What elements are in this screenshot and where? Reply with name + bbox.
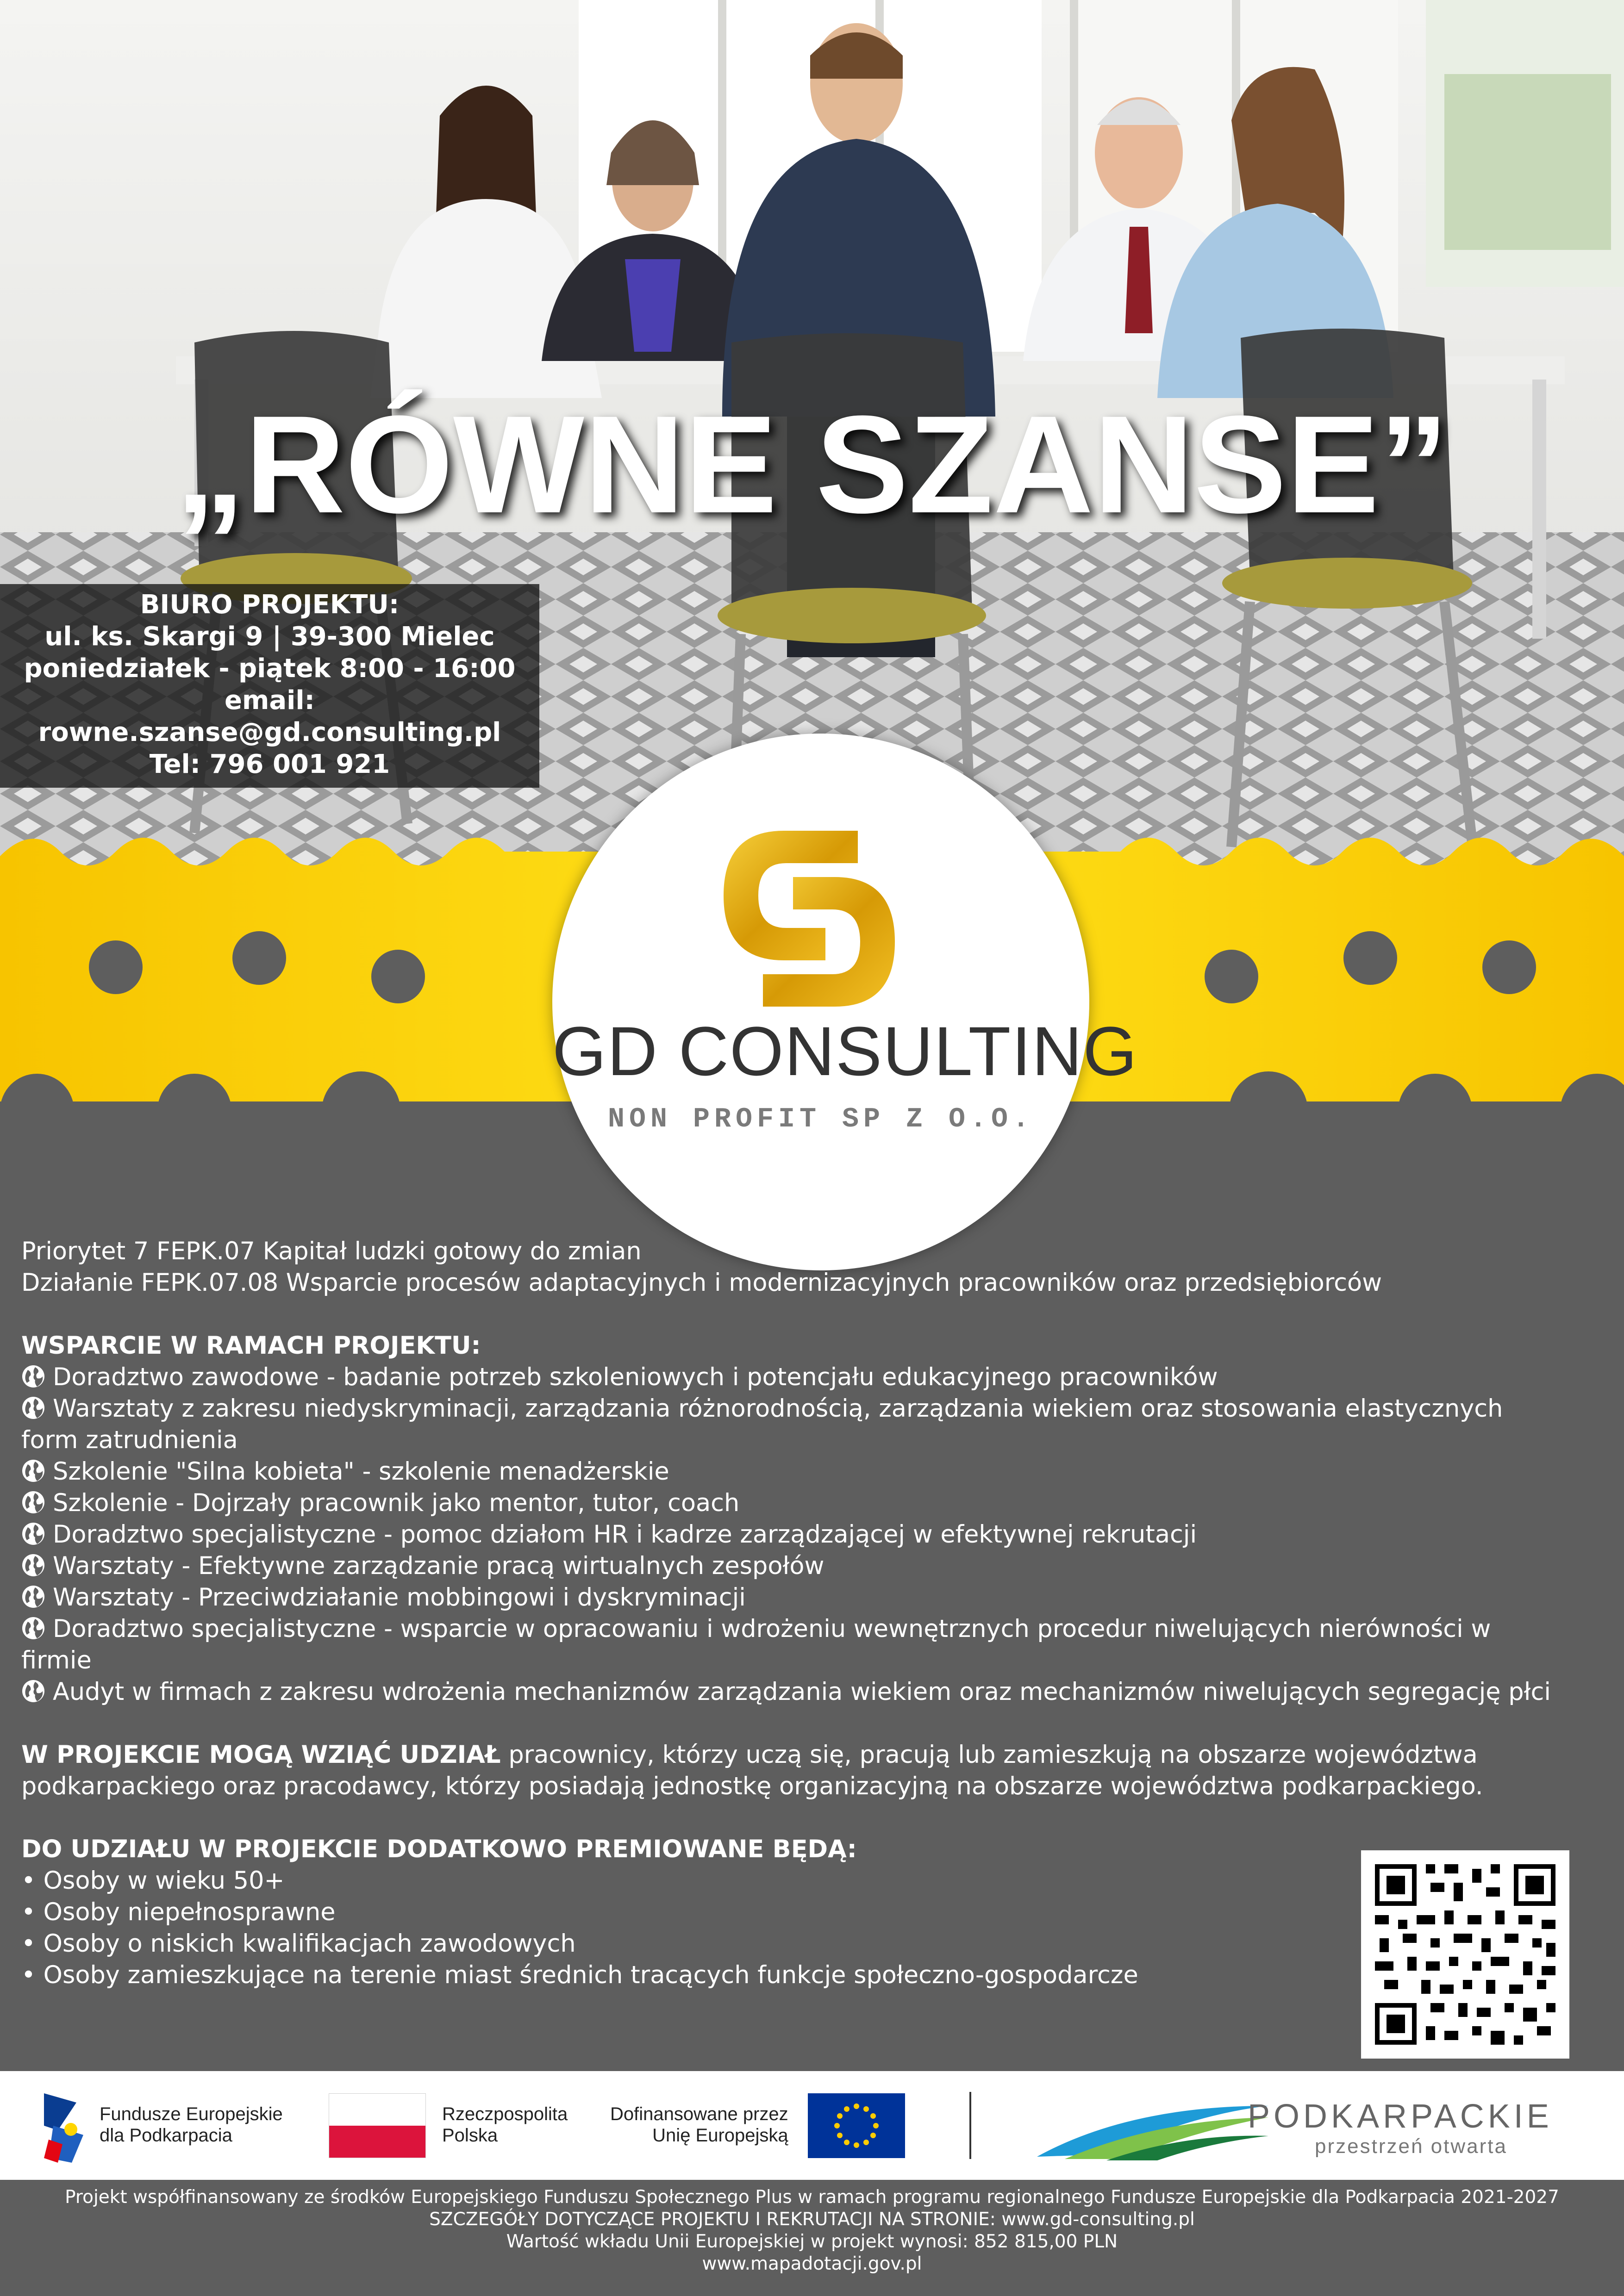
footer bbox=[0, 2181, 1624, 2296]
office-email: rowne.szanse@gd.consulting.pl bbox=[38, 717, 501, 747]
support-item bbox=[21, 1362, 1563, 1393]
eu-cofinanced-label bbox=[610, 2103, 788, 2146]
support-item bbox=[21, 1550, 1563, 1582]
support-item bbox=[21, 1676, 1563, 1708]
globe-icon bbox=[21, 1364, 45, 1388]
support-item bbox=[21, 1487, 1563, 1519]
globe-icon bbox=[21, 1585, 45, 1609]
premium-item: • Osoby zamieszkujące na terenie miast średnich tracących funkcje społeczno-gospodarcze bbox=[21, 1961, 1138, 1989]
support-item-text: Szkolenie - Dojrzały pracownik jako mentor, tutor, coach bbox=[53, 1489, 740, 1517]
office-address: ul. ks. Skargi 9 | 39-300 Mielec bbox=[44, 622, 495, 652]
office-hours: poniedziałek - piątek 8:00 - 16:00 bbox=[24, 653, 516, 684]
logos-divider bbox=[969, 2092, 971, 2159]
footer-details-link[interactable]: SZCZEGÓŁY DOTYCZĄCE PROJEKTU I REKRUTACJI NA STRONIE: www.gd-consulting.pl bbox=[429, 2209, 1195, 2230]
globe-icon bbox=[21, 1522, 45, 1546]
support-item bbox=[21, 1582, 1563, 1613]
support-item bbox=[21, 1519, 1563, 1550]
globe-icon bbox=[21, 1679, 45, 1703]
poland-line2: Polska bbox=[442, 2125, 498, 2146]
participants-paragraph bbox=[21, 1739, 1563, 1802]
office-heading: BIURO PROJEKTU: bbox=[140, 590, 400, 620]
globe-icon bbox=[21, 1553, 45, 1577]
eu-cofinanced-line1: Dofinansowane przez bbox=[610, 2104, 788, 2124]
support-item-text: Warsztaty z zakresu niedyskryminacji, zarządzania różnorodnością, zarządzania wiekiem oraz stosowania elastycznych form zatrudnienia bbox=[21, 1394, 1503, 1454]
support-item-text: Szkolenie "Silna kobieta" - szkolenie menadżerskie bbox=[53, 1457, 669, 1486]
footer-website-link[interactable]: www.mapadotacji.gov.pl bbox=[702, 2253, 922, 2274]
globe-icon bbox=[21, 1396, 45, 1420]
support-item bbox=[21, 1613, 1563, 1676]
eu-cofinanced-line2: Unię Europejską bbox=[652, 2125, 788, 2146]
premium-item: • Osoby w wieku 50+ bbox=[21, 1867, 285, 1895]
gd-consulting-logo bbox=[552, 734, 1138, 1270]
premium-item: • Osoby niepełnosprawne bbox=[21, 1898, 336, 1926]
eu-flag-icon bbox=[808, 2093, 905, 2158]
european-funds-line1: Fundusze Europejskie bbox=[100, 2104, 283, 2124]
premium-heading: DO UDZIAŁU W PROJEKCIE DODATKOWO PREMIOWANE BĘDĄ: bbox=[21, 1835, 857, 1863]
footer-cofinancing: Projekt współfinansowany ze środków Europejskiego Funduszu Społecznego Plus w ramach programu regionalnego Fundusze Europejskie dla Podkarpacia 2021-2027 bbox=[65, 2187, 1559, 2208]
office-phone: Tel: 796 001 921 bbox=[149, 749, 390, 779]
poster-title: „RÓWNE SZANSE” bbox=[175, 386, 1449, 542]
participants-text: pracownicy, którzy uczą się, pracują lub zamieszkują na obszarze województwa podkarpackiego oraz pracodawcy, którzy posiadają jednostkę organizacyjną na obszarze województwa podkarpackiego. bbox=[21, 1741, 1483, 1800]
gd-logo-mark-icon bbox=[705, 821, 909, 1016]
office-email-label: email: bbox=[225, 685, 315, 716]
poland-line1: Rzeczpospolita bbox=[442, 2104, 568, 2124]
european-funds-line2: dla Podkarpacia bbox=[100, 2125, 232, 2146]
project-office-box bbox=[0, 584, 539, 788]
support-item-text: Doradztwo specjalistyczne - pomoc działom HR i kadrze zarządzającej w efektywnej rekrutacji bbox=[53, 1520, 1197, 1549]
footer-eu-contribution: Wartość wkładu Unii Europejskiej w projekt wynosi: 852 815,00 PLN bbox=[506, 2231, 1118, 2252]
support-item-text: Doradztwo specjalistyczne - wsparcie w opracowaniu i wdrożeniu wewnętrznych procedur niwelujących nierówności w firmie bbox=[21, 1615, 1491, 1674]
support-item-text: Doradztwo zawodowe - badanie potrzeb szkoleniowych i potencjału edukacyjnego pracowników bbox=[53, 1363, 1218, 1391]
logo-company-subtitle: NON PROFIT SP Z O.O. bbox=[607, 1104, 1034, 1135]
support-heading: WSPARCIE W RAMACH PROJEKTU: bbox=[21, 1332, 481, 1360]
podkarpackie-logo-icon bbox=[1037, 2097, 1268, 2161]
qr-code-icon[interactable] bbox=[1361, 1850, 1569, 2059]
globe-icon bbox=[21, 1459, 45, 1483]
european-funds-logo-icon bbox=[44, 2089, 88, 2163]
logo-company-name: GD CONSULTING bbox=[552, 1012, 1138, 1090]
podkarpackie-tagline: przestrzeń otwarta bbox=[1315, 2135, 1507, 2158]
podkarpackie-name: PODKARPACKIE bbox=[1248, 2098, 1553, 2135]
support-item-text: Warsztaty - Przeciwdziałanie mobbingowi i dyskryminacji bbox=[53, 1583, 746, 1612]
european-funds-label bbox=[100, 2103, 283, 2146]
funding-logos-bar bbox=[0, 2071, 1624, 2180]
globe-icon bbox=[21, 1616, 45, 1640]
action-line: Działanie FEPK.07.08 Wsparcie procesów adaptacyjnych i modernizacyjnych pracowników oraz przedsiębiorców bbox=[21, 1269, 1382, 1297]
poland-flag-icon bbox=[329, 2093, 426, 2158]
participants-heading: W PROJEKCIE MOGĄ WZIĄĆ UDZIAŁ bbox=[21, 1741, 501, 1769]
support-item bbox=[21, 1393, 1563, 1456]
support-item bbox=[21, 1456, 1563, 1487]
support-item-text: Warsztaty - Efektywne zarządzanie pracą wirtualnych zespołów bbox=[53, 1552, 824, 1580]
globe-icon bbox=[21, 1490, 45, 1514]
premium-item: • Osoby o niskich kwalifikacjach zawodowych bbox=[21, 1929, 576, 1958]
poland-label bbox=[442, 2103, 568, 2146]
support-item-text: Audyt w firmach z zakresu wdrożenia mechanizmów zarządzania wiekiem oraz mechanizmów niwelujących segregację płci bbox=[53, 1678, 1551, 1706]
priority-line: Priorytet 7 FEPK.07 Kapitał ludzki gotowy do zmian bbox=[21, 1237, 642, 1265]
